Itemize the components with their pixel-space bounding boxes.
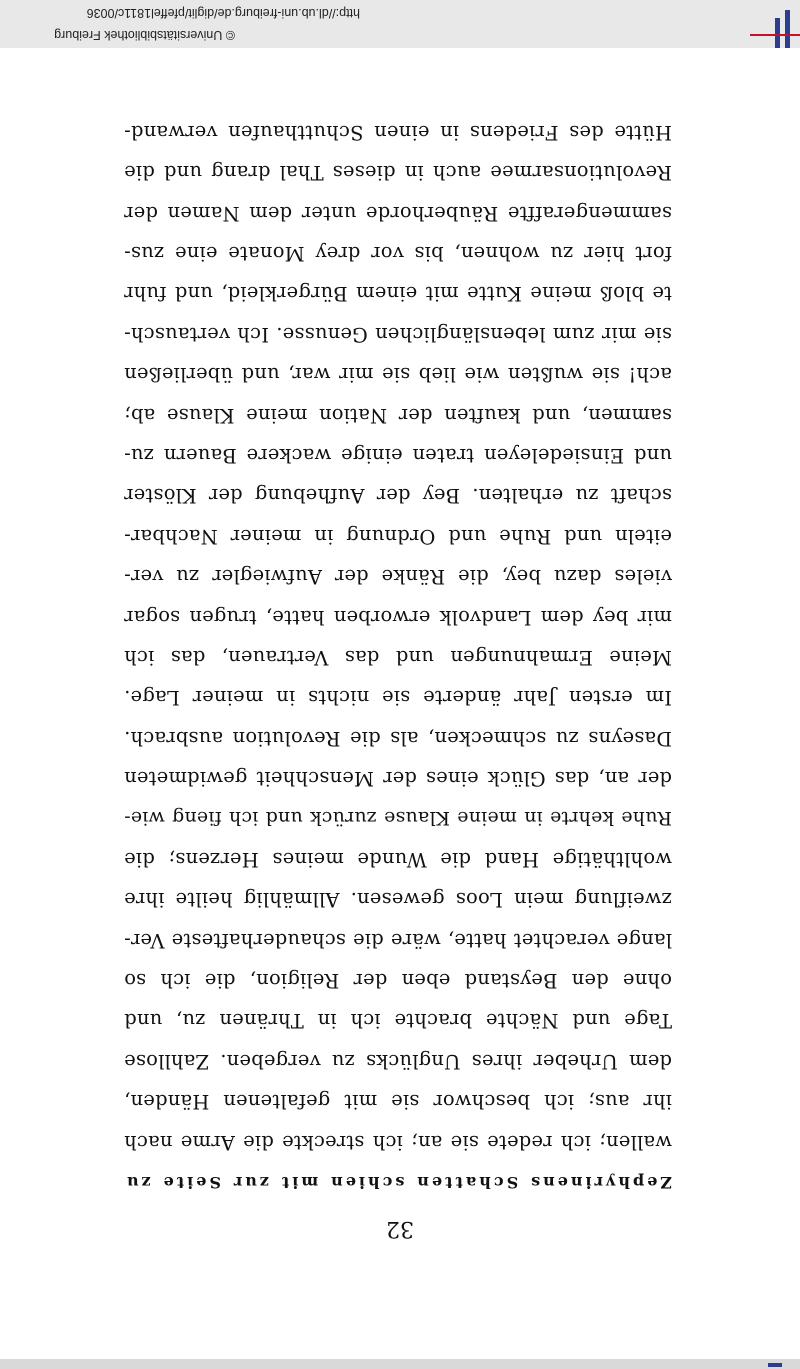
logo-bar — [775, 18, 780, 48]
viewer-footer — [0, 0, 800, 48]
strip-marker — [768, 1363, 782, 1367]
text-line: schaft zu erhalten. Bey der Aufhebung der Klöster — [124, 484, 672, 508]
text-line: Im ersten Jahr änderte sie nichts in meiner Lage. — [124, 686, 672, 710]
text-line: zweiflung mein Loos gewesen. Allmählig heilte ihre — [124, 888, 672, 912]
logo-bar — [785, 10, 790, 48]
text-line: Ruhe kehrte in meine Klause zurück und ich fieng wie- — [124, 807, 672, 830]
text-line: Zephyrinens Schatten schien mit zur Seite zu — [124, 1173, 672, 1192]
text-line: Meine Ermahnungen und das Vertrauen, das ich — [124, 645, 672, 669]
text-line: wallen; ich redete sie an; ich streckte die Arme nach — [124, 1130, 672, 1154]
text-line: Tage und Nächte brachte ich in Thränen zu, und — [124, 1009, 672, 1033]
text-line: eiteln und Ruhe und Ordnung in meiner Nachbar- — [124, 524, 672, 548]
page-text — [124, 111, 672, 1202]
text-line: Revolutionsarmee auch in dieses Thal drang und die — [124, 161, 672, 185]
text-line: sammengeraffte Räuberhorde unter dem Namen der — [124, 201, 672, 225]
source-url-link[interactable]: http://dl.ub.uni-freiburg.de/diglit/pfeffel1811c/0036 — [86, 6, 360, 20]
logo-line — [750, 34, 800, 36]
text-line: und Einsiedeleyen traten einige wackere Bauern zu- — [124, 443, 672, 467]
page-number: 32 — [386, 1216, 414, 1241]
text-line: ihr aus; ich beschwor sie mit gefaltenen Händen, — [124, 1090, 672, 1114]
text-line: ohne den Beystand eben der Religion, die ich so — [124, 969, 672, 993]
text-line: sammen, und kauften der Nation meine Klause ab; — [124, 403, 672, 427]
text-line: vieles dazu bey, die Ränke der Aufwiegler zu ver- — [124, 565, 672, 589]
text-line: Daseyns zu schmecken, als die Revolution ausbrach. — [124, 726, 672, 750]
text-line: te bloß meine Kutte mit einem Bürgerkleid, und fuhr — [124, 282, 672, 306]
text-line: dem Urheber ihres Unglücks zu vergeben. Zahllose — [124, 1049, 672, 1073]
text-line: sie mir zum lebenslänglichen Genusse. Ich vertausch- — [124, 322, 672, 346]
library-logo — [750, 0, 800, 48]
text-line: ach! sie wußten wie lieb sie mir war, und überließen — [124, 363, 672, 387]
text-line: der an, das Glück eines der Menschheit gewidmeten — [124, 767, 672, 791]
text-line: lange verachtet hatte, wäre die schauderhafteste Ver- — [124, 928, 672, 952]
text-line: mir bey dem Landvolk erworben hatte, trugen sogar — [124, 605, 672, 629]
text-line: Hütte des Friedens in einen Schutthaufen verwand- — [124, 120, 672, 144]
text-line: wohlthätige Hand die Wunde meines Herzens; die — [124, 847, 672, 871]
viewer-bottom-strip — [0, 1359, 800, 1369]
text-line: fort hier zu wohnen, bis vor drey Monate eine zus- — [124, 242, 672, 266]
copyright-text: © Universitätsbibliothek Freiburg — [54, 28, 235, 42]
